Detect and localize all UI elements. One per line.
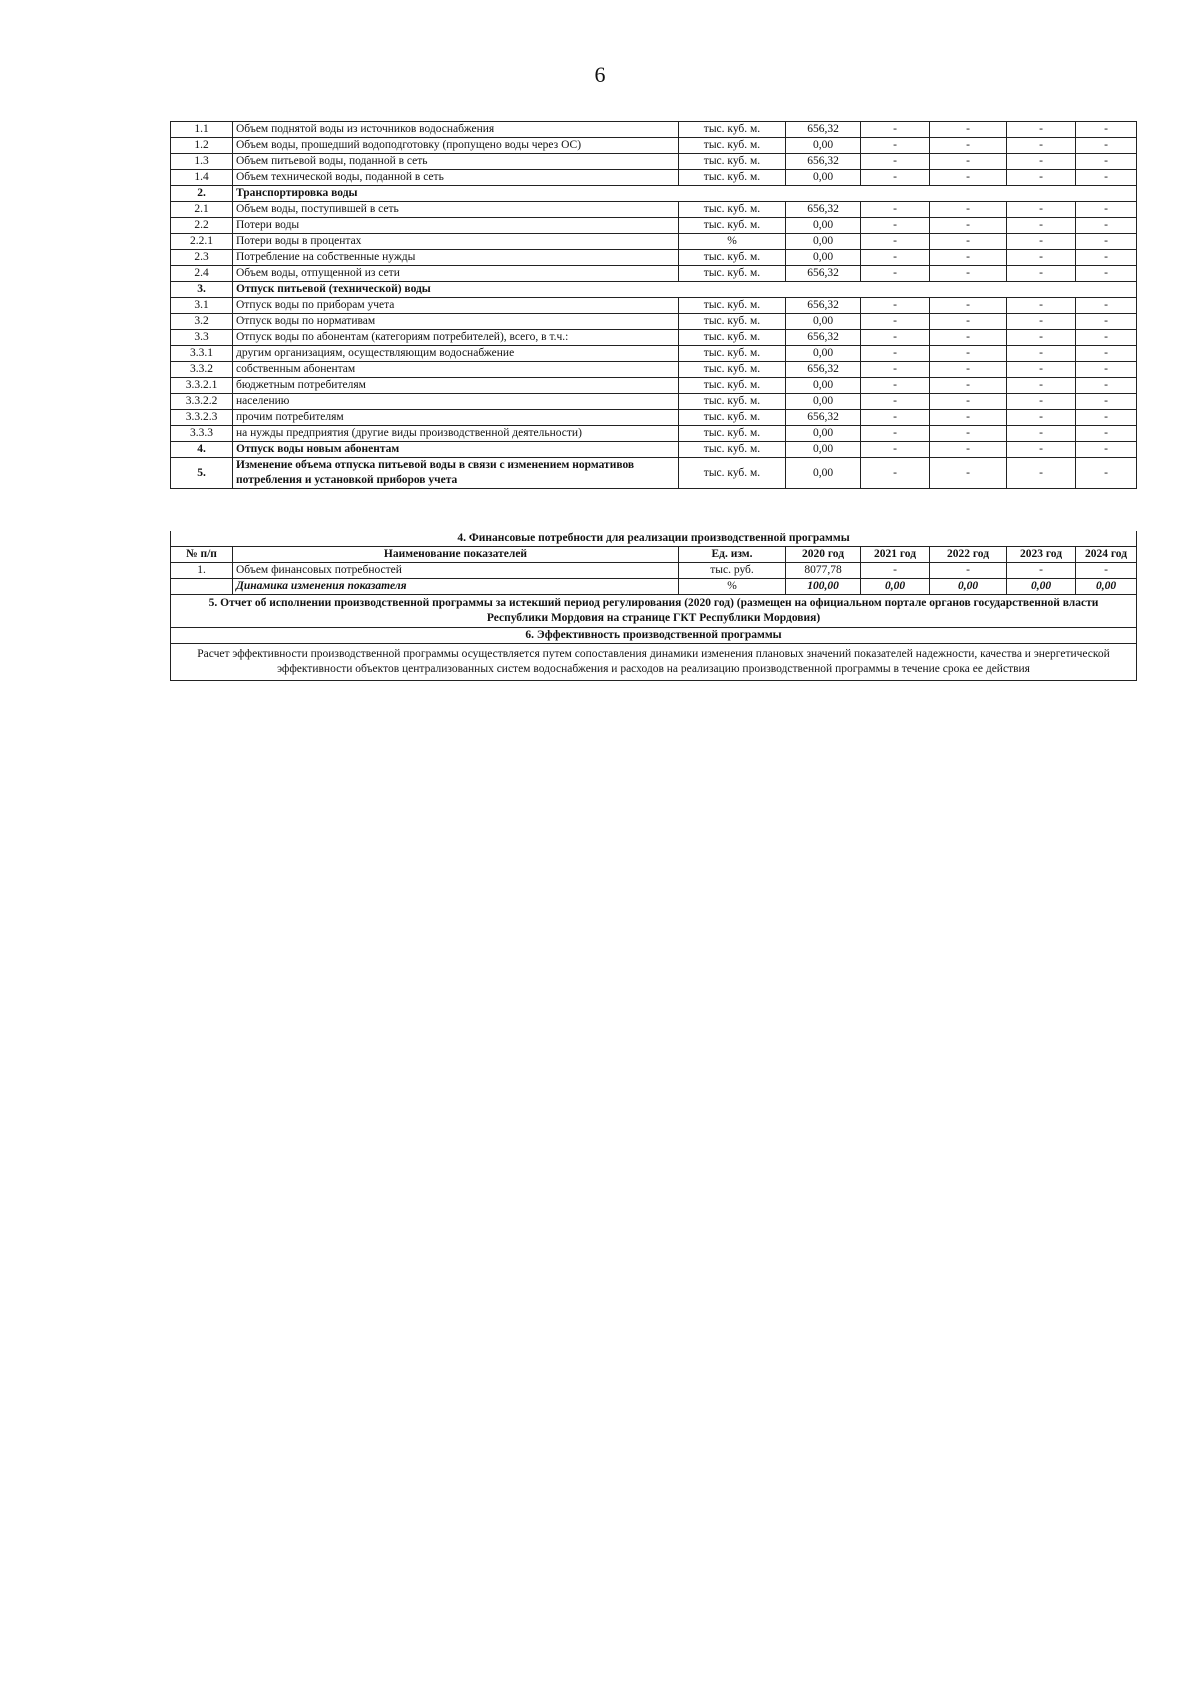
row-2023: - — [1007, 426, 1076, 442]
indicator-row — [171, 154, 1137, 170]
row-name: Потери воды — [233, 218, 679, 234]
row-2020: 656,32 — [786, 298, 861, 314]
row-2022: - — [930, 202, 1007, 218]
dynamics-2022: 0,00 — [930, 579, 1007, 595]
row-number: 3.2 — [171, 314, 233, 330]
row-2023: - — [1007, 218, 1076, 234]
row-2024: - — [1076, 234, 1137, 250]
row-2020: 656,32 — [786, 266, 861, 282]
row-2023: - — [1007, 378, 1076, 394]
row-2024: - — [1076, 314, 1137, 330]
row-2024: - — [1076, 298, 1137, 314]
row-2020: 0,00 — [786, 234, 861, 250]
row-2023: - — [1007, 138, 1076, 154]
row-name: Объем воды, прошедший водоподготовку (пропущено воды через ОС) — [233, 138, 679, 154]
header-unit: Ед. изм. — [679, 547, 786, 563]
indicator-row — [171, 122, 1137, 138]
row-2023: - — [1007, 202, 1076, 218]
row-2023: - — [1007, 330, 1076, 346]
row-name: Потребление на собственные нужды — [233, 250, 679, 266]
indicator-row — [171, 234, 1137, 250]
section-row — [171, 186, 1137, 202]
row-number: 3.3.1 — [171, 346, 233, 362]
section6-title-row — [171, 628, 1137, 644]
row-2024: - — [1076, 330, 1137, 346]
finance-header-row — [171, 547, 1137, 563]
row-2023: - — [1007, 346, 1076, 362]
row-number: 3.1 — [171, 298, 233, 314]
row-2023: - — [1007, 250, 1076, 266]
dynamics-num — [171, 579, 233, 595]
row-name: Потери воды в процентах — [233, 234, 679, 250]
row-2024: - — [1076, 346, 1137, 362]
row-2022: - — [930, 362, 1007, 378]
row-2022: - — [930, 154, 1007, 170]
row-number: 1.3 — [171, 154, 233, 170]
row-unit: тыс. куб. м. — [679, 378, 786, 394]
row-2021: - — [861, 362, 930, 378]
row-2021: - — [861, 314, 930, 330]
row-number: 2.2 — [171, 218, 233, 234]
row-unit: тыс. куб. м. — [679, 410, 786, 426]
row-2023: - — [1007, 314, 1076, 330]
row-unit: тыс. куб. м. — [679, 170, 786, 186]
row-unit: тыс. куб. м. — [679, 362, 786, 378]
section6-text-row — [171, 644, 1137, 681]
row-unit: тыс. куб. м. — [679, 458, 786, 489]
row-2020: 0,00 — [786, 138, 861, 154]
row-number: 2.2.1 — [171, 234, 233, 250]
row-2023: - — [1007, 458, 1076, 489]
row-2022: - — [930, 458, 1007, 489]
row-2022: - — [930, 346, 1007, 362]
row-unit: тыс. куб. м. — [679, 122, 786, 138]
finance-2023: - — [1007, 563, 1076, 579]
row-name: Отпуск воды по нормативам — [233, 314, 679, 330]
row-unit: тыс. куб. м. — [679, 298, 786, 314]
indicator-row — [171, 378, 1137, 394]
row-2021: - — [861, 202, 930, 218]
indicator-row — [171, 202, 1137, 218]
row-2024: - — [1076, 266, 1137, 282]
row-2022: - — [930, 330, 1007, 346]
row-2021: - — [861, 250, 930, 266]
row-number: 2.3 — [171, 250, 233, 266]
header-2023: 2023 год — [1007, 547, 1076, 563]
row-unit: тыс. куб. м. — [679, 266, 786, 282]
row-2024: - — [1076, 410, 1137, 426]
row-name: другим организациям, осуществляющим водоснабжение — [233, 346, 679, 362]
row-2021: - — [861, 394, 930, 410]
finance-name: Объем финансовых потребностей — [233, 563, 679, 579]
row-name: бюджетным потребителям — [233, 378, 679, 394]
row-unit: тыс. куб. м. — [679, 346, 786, 362]
row-2023: - — [1007, 394, 1076, 410]
finance-2022: - — [930, 563, 1007, 579]
row-2021: - — [861, 154, 930, 170]
row-2021: - — [861, 138, 930, 154]
row-unit: тыс. куб. м. — [679, 250, 786, 266]
row-2021: - — [861, 426, 930, 442]
header-2020: 2020 год — [786, 547, 861, 563]
row-2020: 0,00 — [786, 170, 861, 186]
row-2023: - — [1007, 298, 1076, 314]
row-2020: 656,32 — [786, 362, 861, 378]
row-2024: - — [1076, 442, 1137, 458]
row-unit: тыс. куб. м. — [679, 218, 786, 234]
row-unit: тыс. куб. м. — [679, 202, 786, 218]
row-2023: - — [1007, 170, 1076, 186]
row-unit: тыс. куб. м. — [679, 154, 786, 170]
row-2024: - — [1076, 202, 1137, 218]
row-2020: 656,32 — [786, 330, 861, 346]
indicator-row — [171, 362, 1137, 378]
row-2020: 0,00 — [786, 218, 861, 234]
indicator-row — [171, 346, 1137, 362]
row-name: Объем воды, поступившей в сеть — [233, 202, 679, 218]
row-name: Отпуск питьевой (технической) воды — [233, 282, 1137, 298]
header-num: № п/п — [171, 547, 233, 563]
row-2022: - — [930, 314, 1007, 330]
row-2021: - — [861, 218, 930, 234]
row-number: 3.3.2 — [171, 362, 233, 378]
indicator-row — [171, 250, 1137, 266]
indicator-row — [171, 394, 1137, 410]
row-unit: тыс. куб. м. — [679, 394, 786, 410]
row-2020: 656,32 — [786, 410, 861, 426]
row-2020: 0,00 — [786, 442, 861, 458]
indicator-row — [171, 426, 1137, 442]
row-2021: - — [861, 410, 930, 426]
row-unit: тыс. куб. м. — [679, 138, 786, 154]
row-2020: 0,00 — [786, 458, 861, 489]
section5-text: 5. Отчет об исполнении производственной программы за истекший период регулирования (2020 год) (размещен на официальном портале органов государственной власти Республики Мордовия на странице ГКТ Республики Мордовия) — [171, 595, 1137, 628]
row-name: собственным абонентам — [233, 362, 679, 378]
finance-unit: тыс. руб. — [679, 563, 786, 579]
row-number: 1.2 — [171, 138, 233, 154]
section6-text: Расчет эффективности производственной программы осуществляется путем сопоставления динамики изменения плановых значений показателей надежности, качества и энергетической эффективности объектов централизованных систем водоснабжения и расходов на реализацию производственной программы в течение срока ее действия — [171, 644, 1137, 681]
row-2024: - — [1076, 378, 1137, 394]
dynamics-name: Динамика изменения показателя — [233, 579, 679, 595]
row-name: Транспортировка воды — [233, 186, 1137, 202]
row-number: 3.3.2.1 — [171, 378, 233, 394]
row-2022: - — [930, 266, 1007, 282]
section4-title-row — [171, 531, 1137, 547]
indicator-row — [171, 410, 1137, 426]
header-2022: 2022 год — [930, 547, 1007, 563]
section6-title: 6. Эффективность производственной программы — [171, 628, 1137, 644]
row-2024: - — [1076, 426, 1137, 442]
row-2021: - — [861, 298, 930, 314]
indicator-row — [171, 314, 1137, 330]
finance-2024: - — [1076, 563, 1137, 579]
row-2022: - — [930, 170, 1007, 186]
dynamics-2021: 0,00 — [861, 579, 930, 595]
row-number: 1.4 — [171, 170, 233, 186]
row-name: Объем технической воды, поданной в сеть — [233, 170, 679, 186]
row-2020: 0,00 — [786, 346, 861, 362]
indicator-row — [171, 330, 1137, 346]
row-number: 2.4 — [171, 266, 233, 282]
indicator-row — [171, 170, 1137, 186]
row-2023: - — [1007, 410, 1076, 426]
dynamics-2020: 100,00 — [786, 579, 861, 595]
indicator-row — [171, 266, 1137, 282]
row-unit: тыс. куб. м. — [679, 314, 786, 330]
row-name: Отпуск воды по приборам учета — [233, 298, 679, 314]
row-2021: - — [861, 346, 930, 362]
indicator-row — [171, 138, 1137, 154]
section4-title: 4. Финансовые потребности для реализации производственной программы — [171, 531, 1137, 547]
row-2020: 656,32 — [786, 202, 861, 218]
row-number: 3.3.2.2 — [171, 394, 233, 410]
row-2020: 0,00 — [786, 314, 861, 330]
row-2023: - — [1007, 154, 1076, 170]
row-2024: - — [1076, 170, 1137, 186]
dynamics-2024: 0,00 — [1076, 579, 1137, 595]
row-name: Отпуск воды новым абонентам — [233, 442, 679, 458]
row-2022: - — [930, 298, 1007, 314]
row-2024: - — [1076, 122, 1137, 138]
row-2024: - — [1076, 394, 1137, 410]
finance-table — [170, 531, 1137, 681]
dynamics-unit: % — [679, 579, 786, 595]
header-2021: 2021 год — [861, 547, 930, 563]
row-2021: - — [861, 122, 930, 138]
row-2024: - — [1076, 154, 1137, 170]
row-2022: - — [930, 378, 1007, 394]
row-2021: - — [861, 266, 930, 282]
row-2022: - — [930, 410, 1007, 426]
row-unit: тыс. куб. м. — [679, 426, 786, 442]
row-2021: - — [861, 330, 930, 346]
row-name: Объем питьевой воды, поданной в сеть — [233, 154, 679, 170]
row-2021: - — [861, 458, 930, 489]
row-2022: - — [930, 250, 1007, 266]
row-2021: - — [861, 378, 930, 394]
indicator-row — [171, 458, 1137, 489]
row-2023: - — [1007, 266, 1076, 282]
row-2024: - — [1076, 138, 1137, 154]
indicator-row — [171, 442, 1137, 458]
row-unit: тыс. куб. м. — [679, 330, 786, 346]
row-name: прочим потребителям — [233, 410, 679, 426]
row-2020: 0,00 — [786, 394, 861, 410]
dynamics-row — [171, 579, 1137, 595]
row-name: населению — [233, 394, 679, 410]
indicator-row — [171, 218, 1137, 234]
row-2022: - — [930, 122, 1007, 138]
row-number: 2. — [171, 186, 233, 202]
row-2022: - — [930, 234, 1007, 250]
row-number: 3.3.3 — [171, 426, 233, 442]
row-2022: - — [930, 138, 1007, 154]
dynamics-2023: 0,00 — [1007, 579, 1076, 595]
finance-2021: - — [861, 563, 930, 579]
row-name: Отпуск воды по абонентам (категориям потребителей), всего, в т.ч.: — [233, 330, 679, 346]
row-2020: 0,00 — [786, 250, 861, 266]
row-2021: - — [861, 234, 930, 250]
row-2020: 656,32 — [786, 122, 861, 138]
row-2022: - — [930, 218, 1007, 234]
row-2020: 656,32 — [786, 154, 861, 170]
row-number: 4. — [171, 442, 233, 458]
indicator-row — [171, 298, 1137, 314]
section5-row — [171, 595, 1137, 628]
row-number: 2.1 — [171, 202, 233, 218]
row-2021: - — [861, 170, 930, 186]
row-number: 5. — [171, 458, 233, 489]
row-2024: - — [1076, 218, 1137, 234]
row-2024: - — [1076, 250, 1137, 266]
row-2022: - — [930, 442, 1007, 458]
row-number: 3.3 — [171, 330, 233, 346]
row-name: Объем воды, отпущенной из сети — [233, 266, 679, 282]
row-2023: - — [1007, 122, 1076, 138]
row-unit: % — [679, 234, 786, 250]
row-2022: - — [930, 426, 1007, 442]
row-unit: тыс. куб. м. — [679, 442, 786, 458]
row-2020: 0,00 — [786, 378, 861, 394]
header-2024: 2024 год — [1076, 547, 1137, 563]
row-2023: - — [1007, 442, 1076, 458]
row-2023: - — [1007, 362, 1076, 378]
row-2024: - — [1076, 362, 1137, 378]
indicators-table — [170, 121, 1137, 489]
row-name: на нужды предприятия (другие виды производственной деятельности) — [233, 426, 679, 442]
row-2020: 0,00 — [786, 426, 861, 442]
row-name: Объем поднятой воды из источников водоснабжения — [233, 122, 679, 138]
page-number: 6 — [594, 62, 606, 87]
row-2022: - — [930, 394, 1007, 410]
row-2023: - — [1007, 234, 1076, 250]
header-name: Наименование показателей — [233, 547, 679, 563]
row-number: 1.1 — [171, 122, 233, 138]
finance-2020: 8077,78 — [786, 563, 861, 579]
row-number: 3. — [171, 282, 233, 298]
row-name: Изменение объема отпуска питьевой воды в связи с изменением нормативов потребления и установкой приборов учета — [233, 458, 679, 489]
row-2024: - — [1076, 458, 1137, 489]
row-number: 3.3.2.3 — [171, 410, 233, 426]
finance-row — [171, 563, 1137, 579]
finance-num: 1. — [171, 563, 233, 579]
section-row — [171, 282, 1137, 298]
row-2021: - — [861, 442, 930, 458]
